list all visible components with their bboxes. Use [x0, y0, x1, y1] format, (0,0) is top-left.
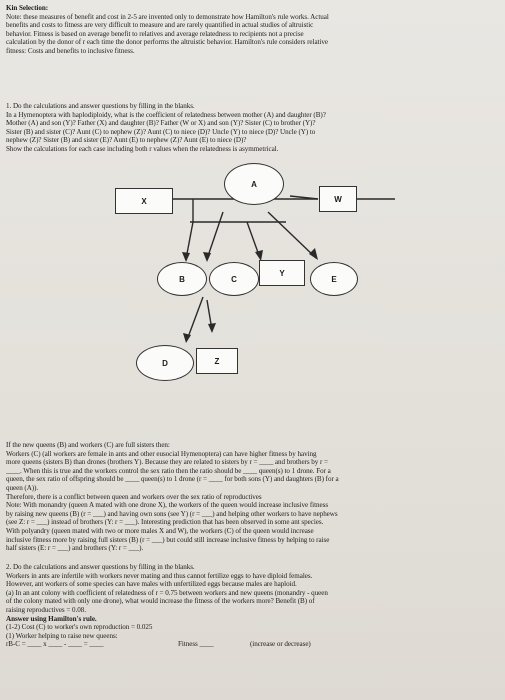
node-d-niece — [136, 345, 194, 381]
node-e-daughter — [310, 262, 358, 296]
formula-left: rB-C = ____ x ____ - ____ = ____ — [6, 640, 104, 649]
node-c-worker — [209, 262, 259, 296]
node-x-label: X — [141, 196, 147, 206]
formula-row — [6, 640, 500, 649]
sex-ratio-line: inclusive fitness more by raising full sisters (B) (r = ___) but could still increase inclusive fitness by helping to raise — [6, 535, 330, 544]
sex-ratio-line: half sisters (E: r = ___) and brothers (Y: r = ___). — [6, 544, 144, 553]
node-z-nephew — [196, 348, 238, 374]
question-2-line: Workers in ants are infertile with workers never mating and thus cannot fertilize eggs to have diploid females. — [6, 571, 313, 580]
sex-ratio-line: ____. When this is true and the workers control the sex ratio then the ratio should be ____ queen(s) to 1 drone. For a — [6, 466, 331, 475]
note-line: Note: these measures of benefit and cost in 2-5 are invented only to demonstrate how Hamilton's rule works. Actual — [6, 12, 329, 21]
question-1-line: Mother (A) and son (Y)? Father (X) and daughter (B)? Father (W or X) and son (Y)? Sister (C) to brother (Y)? — [6, 119, 316, 128]
note-line: calculation by the donor of r each time the donor performs the altruistic behavior. Hamilton's rule considers relative — [6, 38, 328, 47]
node-y-son — [259, 260, 305, 286]
note-line: fitness: Costs and benefits to inclusive fitness. — [6, 46, 135, 55]
node-z-label: Z — [214, 356, 220, 366]
sex-ratio-line: queen (A)). — [6, 483, 39, 492]
sex-ratio-line: by raising new queens (B) (r = ___) and having own sons (see Y) (r = ___) and helping other workers to have nephews — [6, 509, 338, 518]
node-a-label: A — [251, 179, 257, 189]
node-y-label: Y — [279, 268, 285, 278]
fitness-label: Fitness ____ — [178, 640, 214, 649]
note-line: benefits and costs to fitness are very difficult to measure and are rarely quantified in actual studies of altruistic — [6, 21, 314, 30]
question-2-line: of the colony mated with only one drone), what would increase the fitness of the workers more? Benefit (B) of — [6, 597, 315, 606]
question-1-line: In a Hymenoptera with haplodiploidy, what is the coefficient of relatedness between mother (A) and daughter (B)? — [6, 110, 326, 119]
node-b-label: B — [179, 274, 185, 284]
node-d-label: D — [162, 358, 168, 368]
question-2-line: raising reproductives = 0.08. — [6, 605, 86, 614]
sex-ratio-block — [6, 441, 500, 553]
sex-ratio-line: With polyandry (queen mated with two or more males X and W), the workers (C) of the queen would increase — [6, 526, 314, 535]
sex-ratio-line: queen, the sex ratio of offspring should be ____ queen(s) to 1 drone (r = ____ for both sons (Y) and daughters (B) for a — [6, 475, 339, 484]
sex-ratio-line: Therefore, there is a conflict between queen and workers over the sex ratio of reproductives — [6, 492, 262, 501]
node-e-label: E — [331, 274, 337, 284]
node-a-queen — [224, 163, 284, 205]
fitness-hint: (increase or decrease) — [250, 640, 311, 649]
question-2-heading: 2. Do the calculations and answer questions by filling in the blanks. — [6, 563, 195, 571]
node-w-label: W — [334, 194, 342, 204]
answer-heading: Answer using Hamilton's rule. — [6, 614, 97, 623]
page-title: Kin Selection: — [6, 4, 49, 12]
question-1-line: Show the calculations for each case including both r values when the relatedness is asymmetrical. — [6, 144, 279, 153]
node-w-male — [319, 186, 357, 212]
question-2-line: (a) In an ant colony with coefficient of relatedness of r = 0.75 between workers and new queens (monandry - queen — [6, 588, 328, 597]
cost-line: (1-2) Cost (C) to worker's own reproduction = 0.025 — [6, 623, 153, 632]
question-1-heading: 1. Do the calculations and answer questions by filling in the blanks. — [6, 102, 195, 110]
sex-ratio-line: more queens (sisters B) than drones (brothers Y). Because they are related to sisters by r = ____ and brothers by r = — [6, 458, 329, 467]
sex-ratio-line: Note: With monandry (queen A mated with one drone X), the workers of the queen would increase inclusive fitness — [6, 501, 329, 510]
helping-line: (1) Worker helping to raise new queens: — [6, 631, 118, 640]
question-1-line: nephew (Z)? Sister (B) and sister (E)? Aunt (E) to nephew (Z)? Aunt (E) to niece (D)? — [6, 136, 247, 145]
question-2-line: However, ant workers of some species can have males with unfertilized eggs because males are haploid. — [6, 580, 297, 589]
node-x-male — [115, 188, 173, 214]
note-line: behavior. Fitness is based on average benefit to relatives and average relatedness to recipients not a precise — [6, 29, 304, 38]
sex-ratio-line: Workers (C) (all workers are female in ants and other eusocial Hymenoptera) can have higher fitness by having — [6, 449, 317, 458]
sex-ratio-line: (see Z: r = ___) instead of brothers (Y: r = ___). Interesting prediction that has been observed in some ant species. — [6, 518, 324, 527]
sex-ratio-line: If the new queens (B) and workers (C) are full sisters then: — [6, 441, 170, 449]
question-2-block — [6, 563, 500, 649]
node-c-label: C — [231, 274, 237, 284]
node-b-daughter — [157, 262, 207, 296]
question-1-line: Sister (B) and sister (C)? Aunt (C) to nephew (Z)? Aunt (C) to niece (D)? Uncle (Y) to niece (D)? Uncle (Y) to — [6, 127, 316, 136]
